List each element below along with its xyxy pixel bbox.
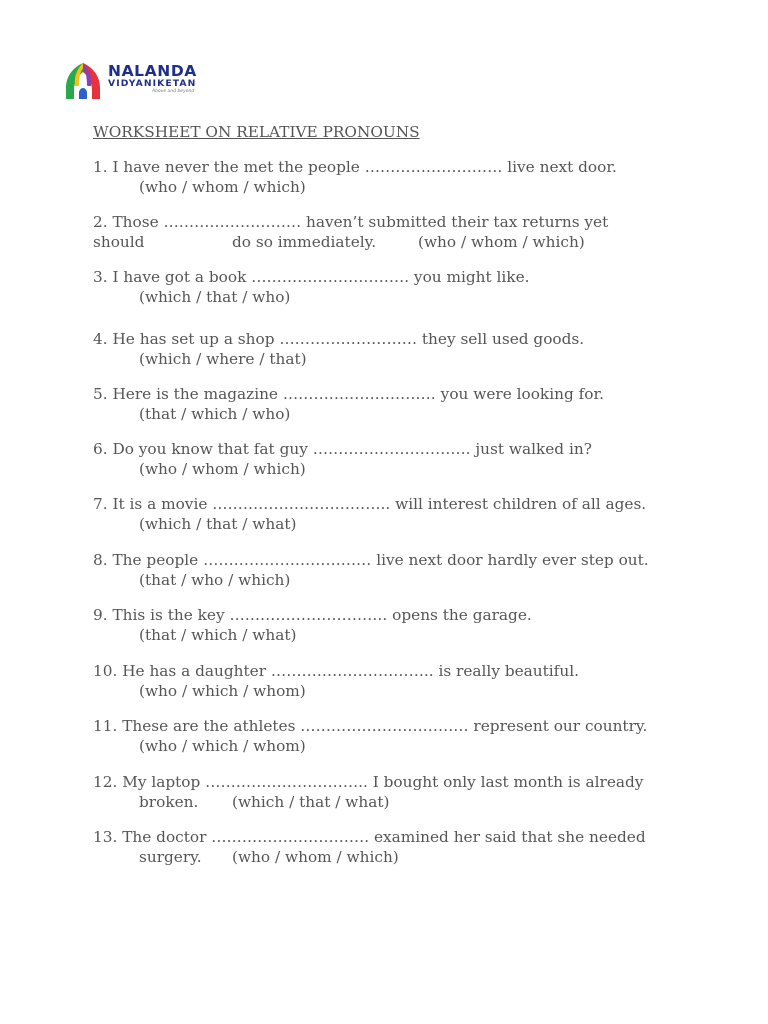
question-text: 7. It is a movie …………………………….. will interest children of all ages. [93,495,647,513]
question-text: 1. I have never the met the people ……………………… live next door. [93,158,617,176]
logo-text [108,64,197,95]
question-text: 13. The doctor …………………………. examined her said that she needed [93,828,646,846]
question-text-continued: surgery. [139,848,202,866]
brand-name: NALANDA [108,62,197,80]
answer-options: (who / whom / which) [418,233,585,251]
brand-subname: VIDYANIKETAN [108,78,197,89]
answer-options: (which / that / who) [139,288,291,306]
question-text-continued: should [93,233,145,251]
school-logo [62,60,222,102]
answer-options: (that / who / which) [139,571,291,589]
logo-emblem-icon [62,62,104,100]
answer-options: (that / which / what) [139,626,297,644]
question-text: 8. The people …………………………… live next door hardly ever step out. [93,551,649,569]
answer-options: (which / where / that) [139,350,307,368]
answer-options: (that / which / who) [139,405,291,423]
question-text: 5. Here is the magazine ………………………… you were looking for. [93,385,604,403]
question-text: 2. Those ……………………… haven’t submitted their tax returns yet [93,213,609,231]
question-text-continued: do so immediately. [232,233,377,251]
answer-options: (which / that / what) [232,793,390,811]
brand-tagline: Above and beyond [152,89,195,94]
question-text: 6. Do you know that fat guy …………………………. just walked in? [93,440,592,458]
question-text-continued: broken. [139,793,199,811]
worksheet-title: WORKSHEET ON RELATIVE PRONOUNS [93,123,420,141]
answer-options: (who / which / whom) [139,682,306,700]
question-text: 11. These are the athletes …………………………… represent our country. [93,717,648,735]
answer-options: (who / which / whom) [139,737,306,755]
question-text: 12. My laptop ………………………….. I bought only last month is already [93,773,644,791]
question-text: 10. He has a daughter ………………………….. is really beautiful. [93,662,579,680]
question-text: 3. I have got a book …………………………. you might like. [93,268,530,286]
answer-options: (which / that / what) [139,515,297,533]
answer-options: (who / whom / which) [232,848,399,866]
question-text: 9. This is the key …………………………. opens the garage. [93,606,532,624]
answer-options: (who / whom / which) [139,178,306,196]
question-text: 4. He has set up a shop ……………………… they sell used goods. [93,330,585,348]
answer-options: (who / whom / which) [139,460,306,478]
